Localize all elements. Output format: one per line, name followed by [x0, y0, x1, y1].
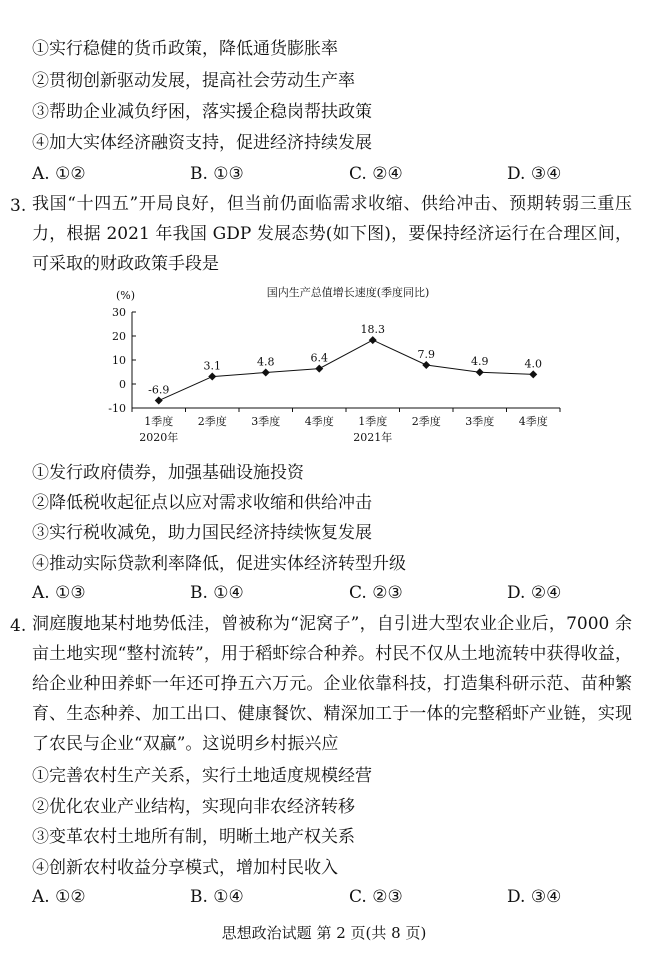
- q2-answer-d: D. ③④: [507, 164, 562, 184]
- q4-number: 4.: [10, 616, 27, 636]
- chart-y-tick-label: -10: [108, 402, 126, 415]
- chart-data-point: [155, 397, 163, 405]
- chart-x-tick-label: 4季度: [518, 415, 548, 428]
- chart-data-point: [208, 373, 216, 381]
- q2-answer-b: B. ①③: [190, 164, 244, 184]
- q2-option-3: ③帮助企业减负纾困，落实援企稳岗帮扶政策: [32, 102, 372, 122]
- q2-option-1: ①实行稳健的货币政策，降低通货膨胀率: [32, 39, 338, 59]
- q3-option-3: ③实行税收减免，助力国民经济持续恢复发展: [32, 523, 372, 543]
- q4-option-3: ③变革农村土地所有制，明晰土地产权关系: [32, 827, 355, 847]
- chart-x-tick-label: 2季度: [197, 415, 227, 428]
- q4-answer-b: B. ①④: [190, 887, 244, 907]
- chart-data-label: 6.4: [310, 351, 328, 365]
- q4-option-2: ②优化农业产业结构，实现向非农经济转移: [32, 797, 355, 817]
- q3-option-4: ④推动实际贷款利率降低，促进实体经济转型升级: [32, 554, 406, 574]
- chart-x-tick-label: 3季度: [465, 415, 495, 428]
- chart-x-tick-label: 2季度: [411, 415, 441, 428]
- q4-stem: 洞庭腹地某村地势低洼，曾被称为“泥窝子”，自引进大型农业企业后，7000 余亩土地实现“整村流转”，用于稻虾综合种养。村民不仅从土地流转中获得收益，给企业种田养虾一年还可挣五六万元。企业依靠科技，打造集科研示范、苗种繁育、生态种养、加工出口、健康餐饮、精深加工于一体的完整稻虾产业链，实现了农民与企业“双赢”。这说明乡村振兴应: [32, 614, 632, 754]
- chart-x-tick-label: 1季度: [358, 415, 388, 428]
- gdp-line-chart: [90, 280, 570, 452]
- chart-data-label: 4.8: [257, 355, 275, 369]
- chart-data-label: -6.9: [148, 383, 170, 397]
- chart-x-tick-label: 3季度: [251, 415, 281, 428]
- chart-data-point: [262, 368, 270, 376]
- q3-option-1: ①发行政府债券，加强基础设施投资: [32, 463, 304, 483]
- q4-answer-d: D. ③④: [507, 887, 562, 907]
- chart-data-label: 3.1: [203, 359, 221, 373]
- q2-answer-a: A. ①②: [32, 164, 86, 184]
- q3-answer-a: A. ①③: [32, 583, 86, 603]
- chart-y-tick-label: 20: [112, 330, 126, 343]
- q3-number: 3.: [10, 196, 27, 216]
- chart-y-tick-label: 30: [112, 306, 126, 319]
- q3-answer-c: C. ②③: [349, 583, 403, 603]
- chart-y-tick-label: 10: [112, 354, 126, 367]
- q3-stem: 我国“十四五”开局良好，但当前仍面临需求收缩、供给冲击、预期转弱三重压力，根据 2021 年我国 GDP 发展态势(如下图)，要保持经济运行在合理区间，可采取的财政政策手段是: [32, 194, 632, 274]
- chart-data-label: 4.9: [471, 355, 489, 369]
- chart-year-label: 2020年: [139, 431, 179, 444]
- chart-x-tick-label: 1季度: [144, 415, 174, 428]
- chart-data-point: [529, 370, 537, 378]
- chart-title: 国内生产总值增长速度(季度同比): [266, 286, 430, 299]
- chart-x-tick-label: 4季度: [304, 415, 334, 428]
- chart-y-unit: (%): [116, 289, 136, 302]
- q4-answer-c: C. ②③: [349, 887, 403, 907]
- chart-data-point: [422, 361, 430, 369]
- chart-y-tick-label: 0: [119, 378, 126, 391]
- q2-answer-c: C. ②④: [349, 164, 403, 184]
- chart-data-label: 18.3: [360, 323, 385, 337]
- chart-data-point: [369, 336, 377, 344]
- q3-option-2: ②降低税收起征点以应对需求收缩和供给冲击: [32, 493, 372, 513]
- q2-option-4: ④加大实体经济融资支持，促进经济持续发展: [32, 133, 372, 153]
- q4-option-4: ④创新农村收益分享模式，增加村民收入: [32, 858, 338, 878]
- chart-data-point: [315, 365, 323, 373]
- q2-option-2: ②贯彻创新驱动发展，提高社会劳动生产率: [32, 71, 355, 91]
- q4-option-1: ①完善农村生产关系，实行土地适度规模经营: [32, 766, 372, 786]
- q3-answer-d: D. ②④: [507, 583, 562, 603]
- chart-data-point: [476, 368, 484, 376]
- chart-year-label: 2021年: [353, 431, 393, 444]
- chart-data-label: 4.0: [524, 357, 542, 371]
- q4-answer-a: A. ①②: [32, 887, 86, 907]
- q3-answer-b: B. ①④: [190, 583, 244, 603]
- chart-data-label: 7.9: [417, 348, 435, 362]
- page-footer: 思想政治试题 第 2 页(共 8 页): [221, 924, 427, 942]
